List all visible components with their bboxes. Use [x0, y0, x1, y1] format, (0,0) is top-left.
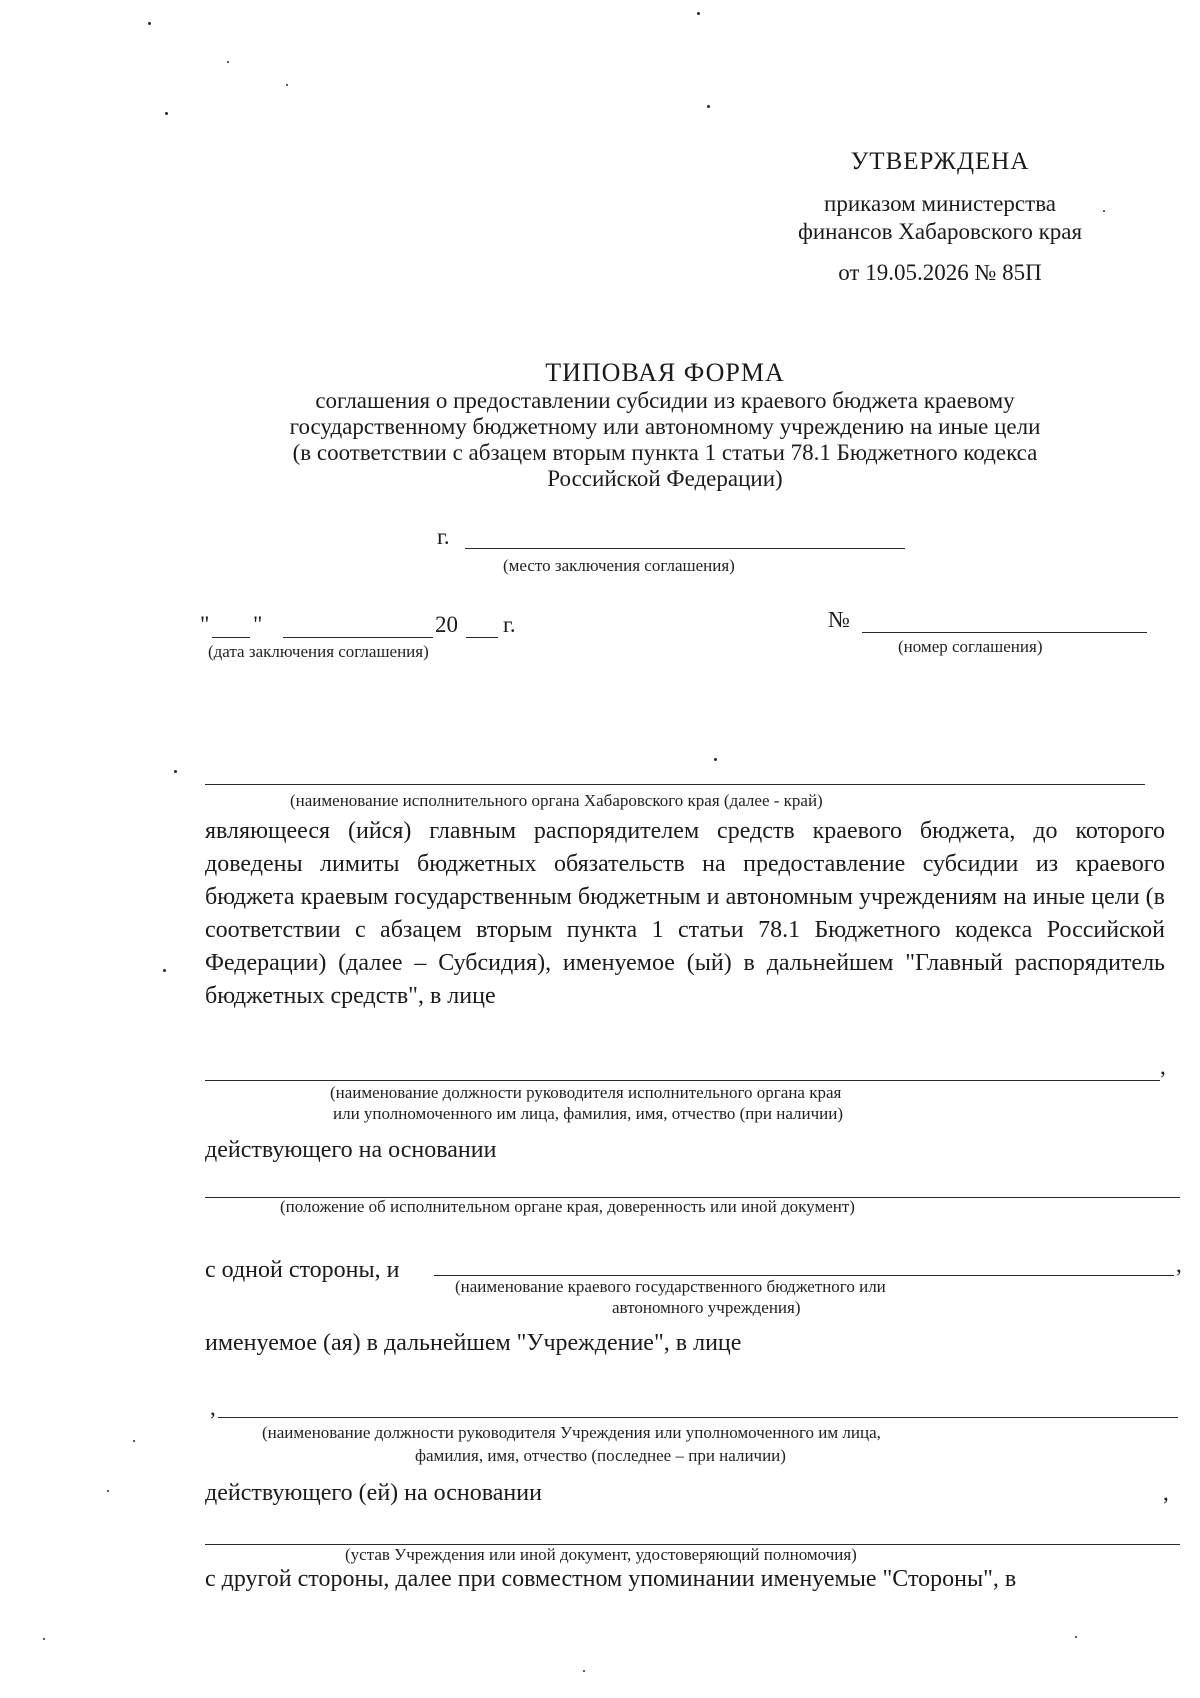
scan-speck	[165, 112, 168, 115]
scan-speck	[43, 1638, 45, 1640]
document-title	[200, 358, 1130, 492]
org-caption: (наименование исполнительного органа Хабаровского края (далее - край)	[290, 791, 823, 810]
org-head-caption-2: или уполномоченного им лица, фамилия, имя, отчество (при наличии)	[333, 1104, 844, 1123]
date-day-line[interactable]	[212, 637, 250, 638]
date-year-line[interactable]	[466, 637, 498, 638]
approval-block	[760, 148, 1120, 286]
scan-speck	[107, 1490, 109, 1492]
date-quote-close: "	[253, 612, 263, 637]
approval-heading: УТВЕРЖДЕНА	[850, 148, 1030, 175]
last-line: с другой стороны, далее при совместном упоминании именуемые "Стороны", в	[205, 1566, 1017, 1592]
acting-basis-2-comma: ,	[1163, 1480, 1169, 1505]
scan-speck	[227, 61, 229, 63]
number-sign: №	[828, 607, 850, 632]
inst-head-caption-1: (наименование должности руководителя Учреждения или уполномоченного им лица,	[262, 1423, 881, 1442]
acting-basis-2-label: действующего (ей) на основании	[205, 1480, 542, 1506]
scan-speck	[583, 1670, 585, 1672]
paragraph-main: являющееся (ийся) главным распорядителем средств краевого бюджета, до которого доведены лимиты бюджетных обязательств на предоставление субсидии из краевого бюджета краевым государственным бюджетным и автономным учреждениям на иные цели (в соответствии с абзацем вторым пункта 1 статьи 78.1 Бюджетного кодекса Российской Федерации) (далее – Субсидия), именуемое (ый) в дальнейшем "Главный распорядитель бюджетных средств", в лице	[205, 818, 1165, 1009]
acting-basis-label: действующего на основании	[205, 1137, 497, 1163]
place-caption: (место заключения соглашения)	[503, 556, 735, 575]
number-caption: (номер соглашения)	[898, 637, 1043, 656]
org-head-comma: ,	[1160, 1054, 1166, 1079]
scan-speck	[148, 22, 151, 25]
scan-speck	[707, 105, 710, 108]
date-month-line[interactable]	[283, 637, 433, 638]
approval-line-1: приказом министерства	[824, 191, 1056, 216]
org-name-line[interactable]	[205, 784, 1145, 785]
institution-named-label: именуемое (ая) в дальнейшем "Учреждение", в лице	[205, 1330, 742, 1356]
scan-speck	[1075, 1636, 1077, 1638]
title-sub-2: государственному бюджетному или автономному учреждению на иные цели	[289, 414, 1041, 439]
institution-caption-1: (наименование краевого государственного бюджетного или	[455, 1277, 886, 1296]
title-sub-1: соглашения о предоставлении субсидии из краевого бюджета краевому	[315, 388, 1015, 413]
scan-speck	[133, 1440, 135, 1442]
inst-head-comma: ,	[210, 1395, 216, 1420]
date-quote-open: "	[200, 612, 210, 637]
number-field-line[interactable]	[862, 632, 1147, 633]
org-head-line[interactable]	[205, 1080, 1160, 1081]
place-field-line[interactable]	[465, 548, 905, 549]
scan-speck	[174, 770, 177, 773]
approval-date: от 19.05.2026 № 85П	[838, 260, 1042, 285]
institution-caption-2: автономного учреждения)	[612, 1298, 801, 1317]
inst-head-line[interactable]	[218, 1417, 1178, 1418]
scan-speck	[697, 12, 700, 15]
title-sub-3: (в соответствии с абзацем вторым пункта 1 статьи 78.1 Бюджетного кодекса	[292, 440, 1038, 465]
institution-name-line[interactable]	[434, 1275, 1174, 1276]
title-sub-4: Российской Федерации)	[547, 466, 783, 491]
charter-caption: (устав Учреждения или иной документ, удостоверяющий полномочия)	[345, 1545, 857, 1564]
approval-line-2: финансов Хабаровского края	[797, 219, 1083, 244]
scan-speck	[286, 84, 288, 86]
inst-head-caption-2: фамилия, имя, отчество (последнее – при наличии)	[415, 1446, 786, 1465]
date-year-prefix: 20	[435, 612, 458, 637]
date-year-suffix: г.	[503, 612, 516, 637]
one-side-label: с одной стороны, и	[205, 1257, 400, 1283]
institution-comma: ,	[1176, 1252, 1182, 1277]
scan-speck	[163, 969, 166, 972]
scan-speck	[714, 758, 717, 761]
title-main: ТИПОВАЯ ФОРМА	[545, 358, 785, 387]
date-caption: (дата заключения соглашения)	[208, 642, 429, 661]
place-prefix: г.	[437, 524, 450, 549]
acting-basis-caption: (положение об исполнительном органе края, доверенность или иной документ)	[280, 1197, 855, 1216]
org-head-caption-1: (наименование должности руководителя исполнительного органа края	[330, 1083, 842, 1102]
